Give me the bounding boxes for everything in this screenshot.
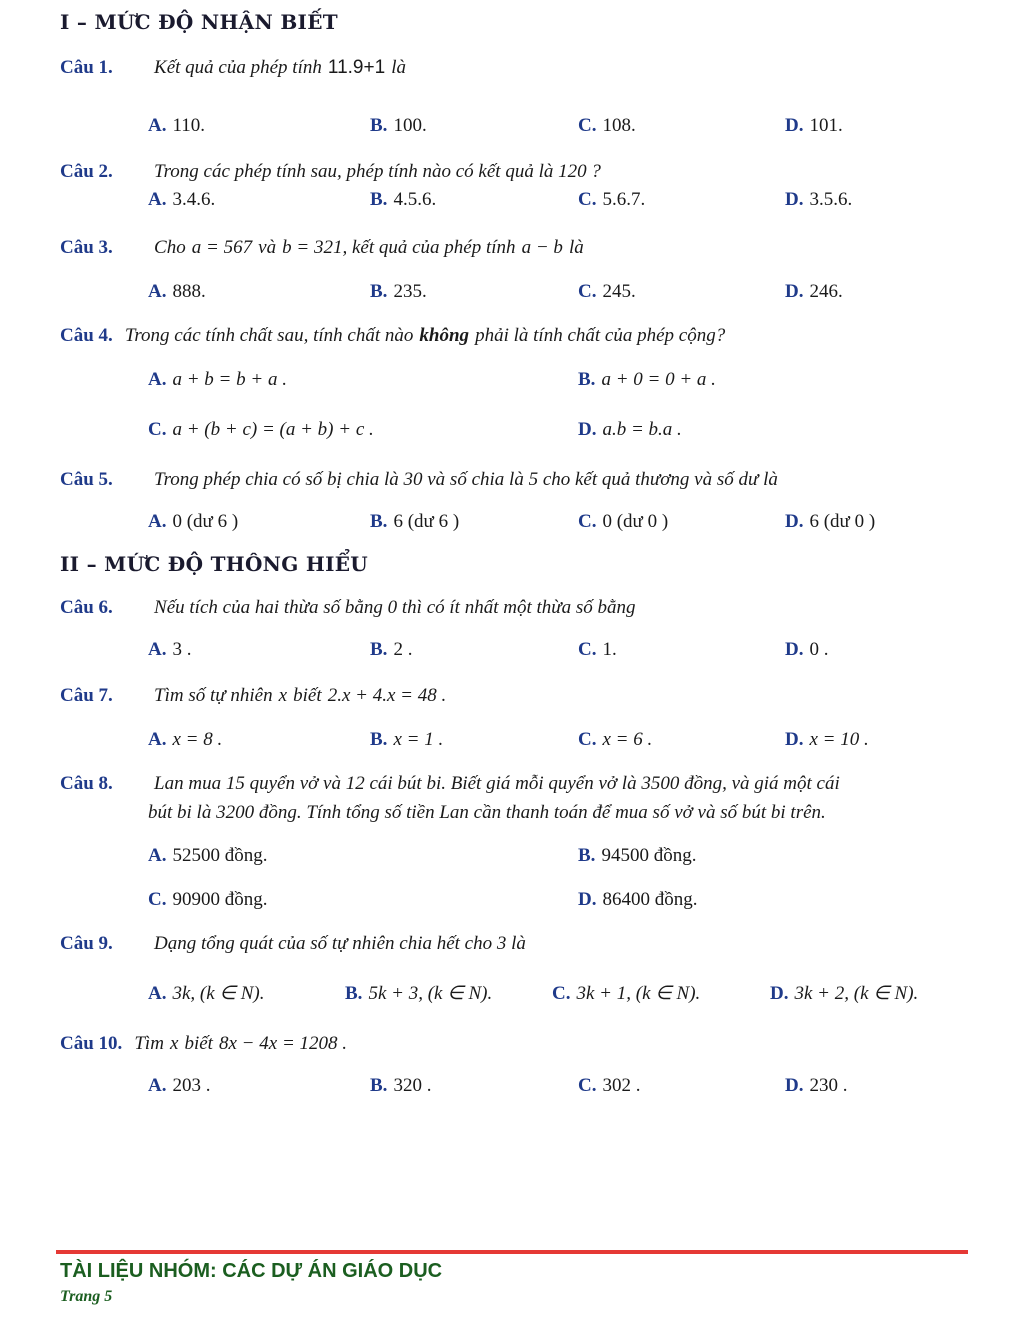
- option-letter: A.: [148, 639, 167, 660]
- option-value: 101.: [809, 115, 843, 136]
- option-letter: B.: [370, 281, 388, 302]
- option-value: 0 .: [809, 639, 829, 660]
- option-letter: C.: [578, 511, 597, 532]
- option-letter: A.: [148, 845, 167, 866]
- question-expression: b = 321: [282, 237, 343, 258]
- option-letter: B.: [370, 729, 388, 750]
- option-letter: C.: [578, 115, 597, 136]
- question-10: Câu 10. Tìm x biết 8x − 4x = 1208 .: [60, 1028, 980, 1059]
- option-letter: C.: [148, 419, 167, 440]
- option-letter: C.: [578, 281, 597, 302]
- option-letter: B.: [345, 983, 363, 1004]
- q9-option-b: [345, 980, 492, 1008]
- q2-option-d: [785, 186, 852, 214]
- q6-option-b: [370, 636, 412, 664]
- q5-option-c: [578, 508, 668, 536]
- question-variable: x: [169, 1033, 179, 1054]
- option-value: 0 (dư 0 ): [602, 511, 669, 532]
- option-value: 52500 đồng.: [172, 845, 268, 866]
- option-letter: A.: [148, 511, 167, 532]
- option-value: x = 10 .: [809, 729, 869, 750]
- question-text: Trong phép chia có số bị chia là 30 và số chia là 5 cho kết quả thương và số dư là: [154, 469, 778, 490]
- option-value: 203 .: [172, 1075, 211, 1096]
- option-letter: C.: [578, 1075, 597, 1096]
- option-letter: D.: [785, 729, 804, 750]
- question-text: Dạng tổng quát của số tự nhiên chia hết cho 3 là: [154, 933, 526, 954]
- q5-option-b: [370, 508, 459, 536]
- q7-option-a: [148, 726, 222, 754]
- question-label: Câu 10.: [60, 1033, 123, 1054]
- q9-option-a: [148, 980, 264, 1008]
- q2-option-a: [148, 186, 215, 214]
- q5-option-d: [785, 508, 875, 536]
- option-value: 5k + 3, (k ∈ N).: [368, 983, 493, 1004]
- option-value: 3k + 2, (k ∈ N).: [794, 983, 919, 1004]
- question-label: Câu 5.: [60, 469, 113, 490]
- question-text: Kết quả của phép tính: [154, 57, 322, 78]
- page-number: Trang 5: [60, 1288, 113, 1305]
- question-expression: 11.9+1: [327, 57, 386, 78]
- q3-option-b: [370, 278, 427, 306]
- question-expression: a − b: [521, 237, 563, 258]
- q8-option-c: [148, 886, 267, 914]
- option-value: 86400 đồng.: [602, 889, 698, 910]
- option-value: 6 (dư 0 ): [809, 511, 876, 532]
- question-emphasis: không: [419, 325, 470, 346]
- q2-option-c: [578, 186, 645, 214]
- option-letter: B.: [370, 115, 388, 136]
- option-value: a + b = b + a .: [172, 369, 287, 390]
- option-value: 4.5.6.: [393, 189, 437, 210]
- q2-option-b: [370, 186, 436, 214]
- q6-option-d: [785, 636, 828, 664]
- question-2: [60, 156, 980, 187]
- option-value: 0 (dư 6 ): [172, 511, 239, 532]
- option-value: 1.: [602, 639, 617, 660]
- question-tail: là: [391, 57, 406, 78]
- option-value: 108.: [602, 115, 636, 136]
- question-4: Câu 4. Trong các tính chất sau, tính chất nào không phải là tính chất của phép cộng?: [60, 320, 980, 351]
- question-3: Câu 3. Cho a = 567 và b = 321, kết quả của phép tính a − b là: [60, 232, 980, 263]
- question-expression: 8x − 4x = 1208 .: [219, 1033, 348, 1054]
- option-value: 110.: [172, 115, 206, 136]
- question-5: [60, 464, 980, 495]
- q9-option-d: [770, 980, 918, 1008]
- footer-divider: [56, 1250, 968, 1254]
- option-value: 888.: [172, 281, 206, 302]
- option-letter: C.: [578, 729, 597, 750]
- q10-option-a: [148, 1072, 210, 1100]
- question-text-line-2: bút bi là 3200 đồng. Tính tổng số tiền Lan cần thanh toán để mua số vở và số bút bi trên.: [148, 802, 826, 823]
- option-letter: C.: [578, 189, 597, 210]
- q10-option-d: [785, 1072, 847, 1100]
- q8-option-b: [578, 842, 696, 870]
- option-value: 230 .: [809, 1075, 848, 1096]
- q8-option-a: [148, 842, 267, 870]
- q1-option-a: [148, 112, 205, 140]
- q5-option-a: [148, 508, 238, 536]
- question-expression: a = 567: [191, 237, 253, 258]
- option-letter: A.: [148, 281, 167, 302]
- option-value: a + 0 = 0 + a .: [601, 369, 716, 390]
- option-value: 2 .: [393, 639, 413, 660]
- option-letter: C.: [552, 983, 571, 1004]
- q7-option-b: [370, 726, 443, 754]
- option-value: 5.6.7.: [602, 189, 646, 210]
- question-8: [60, 768, 980, 799]
- section-heading-2: II – MỨC ĐỘ THÔNG HIỂU: [60, 552, 369, 576]
- q4-option-d: [578, 416, 682, 444]
- question-label: Câu 7.: [60, 685, 113, 706]
- option-letter: D.: [785, 511, 804, 532]
- option-value: 3.5.6.: [809, 189, 853, 210]
- q3-option-d: [785, 278, 843, 306]
- option-letter: A.: [148, 115, 167, 136]
- q4-option-c: [148, 416, 374, 444]
- option-value: 245.: [602, 281, 636, 302]
- option-letter: B.: [370, 189, 388, 210]
- q3-option-a: [148, 278, 206, 306]
- question-label: Câu 1.: [60, 57, 113, 78]
- q7-option-c: [578, 726, 652, 754]
- option-value: x = 6 .: [602, 729, 653, 750]
- option-letter: D.: [785, 189, 804, 210]
- option-value: 246.: [809, 281, 843, 302]
- question-variable: x: [278, 685, 288, 706]
- q4-option-b: [578, 366, 716, 394]
- option-letter: D.: [785, 1075, 804, 1096]
- option-letter: B.: [578, 845, 596, 866]
- section-heading-1: I – MỨC ĐỘ NHẬN BIẾT: [60, 10, 338, 34]
- option-value: 94500 đồng.: [601, 845, 697, 866]
- option-value: 100.: [393, 115, 427, 136]
- question-1: [60, 52, 980, 83]
- option-letter: D.: [785, 281, 804, 302]
- option-value: 3k, (k ∈ N).: [172, 983, 265, 1004]
- option-letter: A.: [148, 189, 167, 210]
- q6-option-a: [148, 636, 191, 664]
- q3-option-c: [578, 278, 636, 306]
- question-expression: 2.x + 4.x = 48 .: [327, 685, 447, 706]
- option-letter: D.: [578, 419, 597, 440]
- question-label: Câu 6.: [60, 597, 113, 618]
- question-label: Câu 2.: [60, 161, 113, 182]
- question-text: Nếu tích của hai thừa số bằng 0 thì có ít nhất một thừa số bằng: [154, 597, 636, 618]
- q7-option-d: [785, 726, 869, 754]
- q4-option-a: [148, 366, 287, 394]
- q1-option-c: [578, 112, 636, 140]
- question-label: Câu 8.: [60, 773, 113, 794]
- question-6: [60, 592, 980, 623]
- option-letter: D.: [785, 115, 804, 136]
- option-letter: A.: [148, 729, 167, 750]
- question-7: Câu 7. Tìm số tự nhiên x biết 2.x + 4.x = 48 .: [60, 680, 980, 711]
- q10-option-b: [370, 1072, 431, 1100]
- q1-option-d: [785, 112, 843, 140]
- option-value: a + (b + c) = (a + b) + c .: [172, 419, 374, 440]
- option-letter: B.: [370, 1075, 388, 1096]
- option-value: 302 .: [602, 1075, 641, 1096]
- question-text-line-1: Lan mua 15 quyển vở và 12 cái bút bi. Biết giá mỗi quyển vở là 3500 đồng, và giá một cái: [154, 773, 840, 794]
- q1-option-b: [370, 112, 427, 140]
- option-value: 90900 đồng.: [172, 889, 268, 910]
- q8-option-d: [578, 886, 697, 914]
- footer-title: TÀI LIỆU NHÓM: CÁC DỰ ÁN GIÁO DỤC: [60, 1260, 443, 1282]
- option-letter: D.: [770, 983, 789, 1004]
- option-letter: B.: [370, 511, 388, 532]
- question-text: Trong các phép tính sau, phép tính nào có kết quả là 120 ?: [154, 161, 601, 182]
- option-value: 320 .: [393, 1075, 432, 1096]
- q6-option-c: [578, 636, 617, 664]
- option-letter: A.: [148, 1075, 167, 1096]
- question-label: Câu 4.: [60, 325, 113, 346]
- option-letter: D.: [578, 889, 597, 910]
- option-letter: A.: [148, 983, 167, 1004]
- option-value: x = 8 .: [172, 729, 223, 750]
- option-value: 235.: [393, 281, 427, 302]
- q10-option-c: [578, 1072, 640, 1100]
- option-letter: C.: [148, 889, 167, 910]
- option-value: x = 1 .: [393, 729, 444, 750]
- question-9: [60, 928, 980, 959]
- option-letter: D.: [785, 639, 804, 660]
- option-letter: A.: [148, 369, 167, 390]
- question-label: Câu 9.: [60, 933, 113, 954]
- option-value: 3k + 1, (k ∈ N).: [576, 983, 701, 1004]
- option-value: a.b = b.a .: [602, 419, 682, 440]
- question-label: Câu 3.: [60, 237, 113, 258]
- option-value: 6 (dư 6 ): [393, 511, 460, 532]
- option-letter: B.: [578, 369, 596, 390]
- option-letter: B.: [370, 639, 388, 660]
- q9-option-c: [552, 980, 700, 1008]
- option-value: 3 .: [172, 639, 192, 660]
- option-value: 3.4.6.: [172, 189, 216, 210]
- option-letter: C.: [578, 639, 597, 660]
